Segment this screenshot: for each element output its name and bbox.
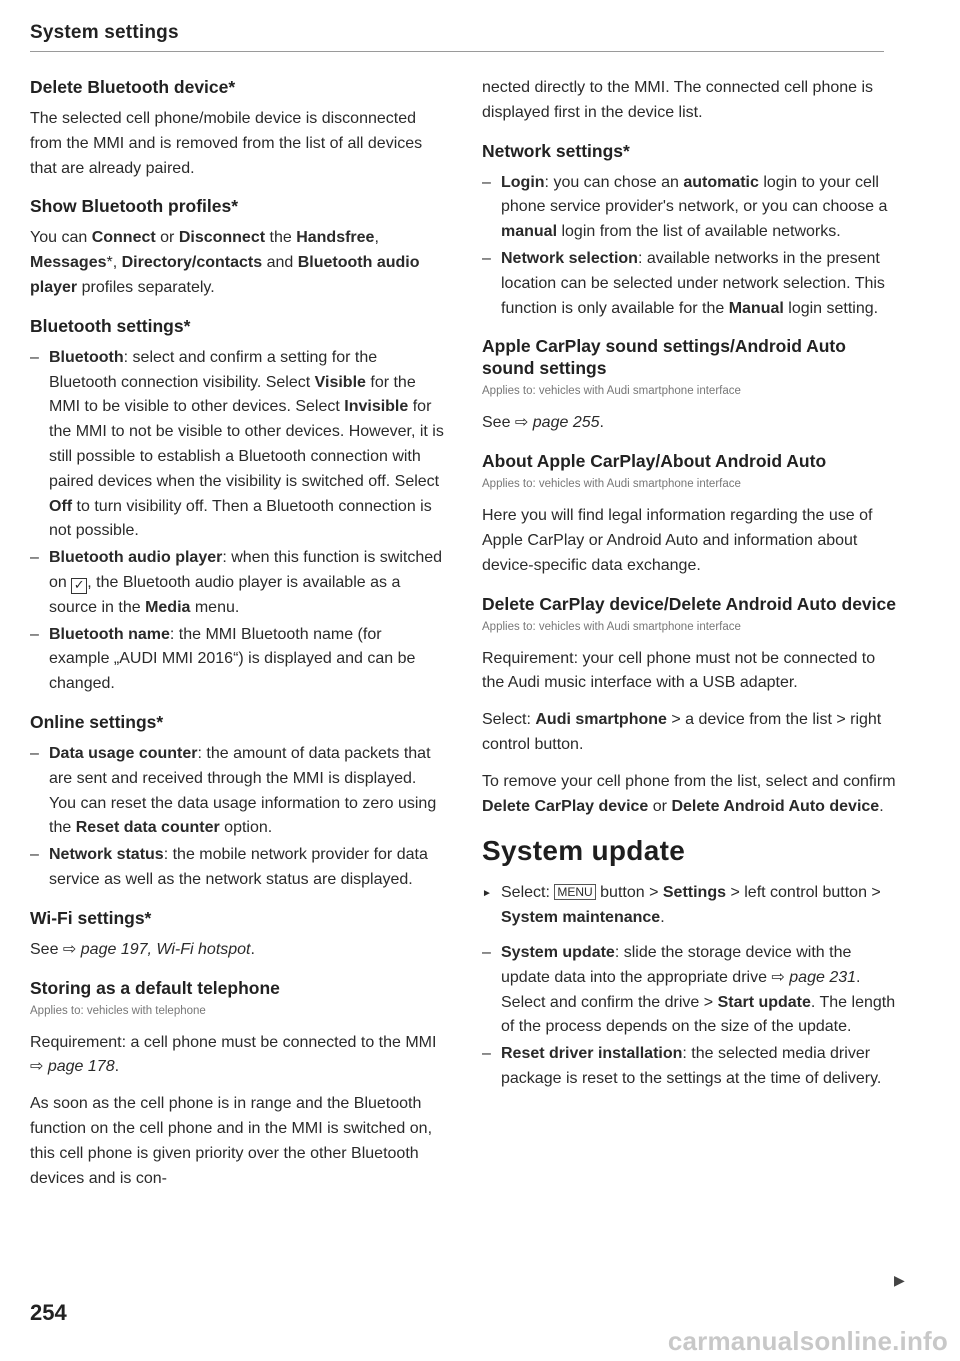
page-reference-link[interactable]: ⇨ page 178 <box>30 1058 115 1076</box>
list-item: – Network status: the mobile network provider for data service as well as the network status are displayed. <box>30 843 444 893</box>
instruction-step: ► Select: MENU button > Settings > left control button > System maintenance. <box>482 881 896 931</box>
system-update-list <box>482 941 896 1092</box>
paragraph: Select: Audi smartphone > a device from the list > right control button. <box>482 711 882 753</box>
section-heading: Show Bluetooth profiles* <box>30 196 239 217</box>
applies-note: Applies to: vehicles with telephone <box>30 1004 206 1017</box>
chapter-heading: System update <box>482 835 686 867</box>
checkbox-checked-icon: ✓ <box>71 578 87 594</box>
list-item: – Login: you can chose an automatic login to your cell phone service provider's network, or you can choose a manual login from the list of available networks. <box>482 171 896 245</box>
page-reference-link[interactable]: ⇨ page 231 <box>771 968 857 986</box>
list-item: – Bluetooth audio player: when this function is switched on ✓ , the Bluetooth audio player is available as a source in the Media menu. <box>30 546 444 620</box>
watermark: carmanualsonline.info <box>667 1326 948 1356</box>
section-heading: Delete Bluetooth device* <box>30 77 236 97</box>
paragraph: Requirement: a cell phone must be connected to the MMI ⇨ page 178. <box>30 1033 437 1076</box>
paragraph: nected directly to the MMI. The connected cell phone is displayed first in the device list. <box>482 79 874 121</box>
section-heading: Delete CarPlay device/Delete Android Auto device <box>482 593 896 614</box>
section-heading: Storing as a default telephone <box>30 977 280 998</box>
page-reference-link[interactable]: ⇨ page 255 <box>514 414 600 432</box>
menu-key-label: MENU <box>554 884 595 900</box>
section-heading: Online settings* <box>30 711 164 732</box>
applies-note: Applies to: vehicles with Audi smartphone interface <box>482 478 741 491</box>
paragraph: Requirement: your cell phone must not be connected to the Audi music interface with a USB adapter. <box>482 649 876 692</box>
list-item: – System update: slide the storage device with the update data into the appropriate drive ⇨ page 231. Select and confirm the drive > Start update. The length of the process depends on the size of the update. <box>482 941 896 1040</box>
section-heading: Apple CarPlay sound settings/Android Auto sound settings <box>482 336 846 379</box>
section-heading: About Apple CarPlay/About Android Auto <box>482 451 827 472</box>
page-reference-link[interactable]: ⇨ page 197, Wi-Fi hotspot <box>62 940 251 958</box>
paragraph: See ⇨ page 255. <box>482 414 604 432</box>
continue-arrow-icon: ▶ <box>894 1272 905 1288</box>
page-header: System settings <box>30 22 884 52</box>
right-column <box>482 76 896 1104</box>
paragraph: See ⇨ page 197, Wi-Fi hotspot. <box>30 940 255 958</box>
paragraph: Here you will find legal information regarding the use of Apple CarPlay or Android Auto and information about device-specific data exchange. <box>482 507 873 574</box>
list-item: – Data usage counter: the amount of data packets that are sent and received through the MMI is displayed. You can reset the data usage information to zero using the Reset data counter option. <box>30 742 444 841</box>
list-item: – Network selection: available networks in the present location can be selected under network selection. This function is only available for the Manual login setting. <box>482 247 896 321</box>
network-settings-list <box>482 171 896 322</box>
paragraph: As soon as the cell phone is in range and the Bluetooth function on the cell phone and in the MMI is switched on, this cell phone is given priority over the other Bluetooth devices and is con- <box>30 1095 433 1187</box>
list-item: – Bluetooth: select and confirm a setting for the Bluetooth connection visibility. Select Visible for the MMI to be visible to other devices. Select Invisible for the MMI to not be visible to other devices. However, it is still possible to establish a Bluetooth connection with paired devices when the visibility is switched off. Select Off to turn visibility off. Then a Bluetooth connection is not possible. <box>30 346 444 544</box>
applies-note: Applies to: vehicles with Audi smartphone interface <box>482 620 741 633</box>
paragraph: The selected cell phone/mobile device is disconnected from the MMI and is removed from the list of all devices that are already paired. <box>30 110 423 177</box>
section-heading: Wi-Fi settings* <box>30 907 152 928</box>
section-heading: Bluetooth settings* <box>30 315 191 336</box>
section-heading: Network settings* <box>482 140 630 161</box>
online-settings-list <box>30 742 444 893</box>
applies-note: Applies to: vehicles with Audi smartphone interface <box>482 385 741 398</box>
list-item: – Reset driver installation: the selected media driver package is reset to the settings at the time of delivery. <box>482 1042 896 1092</box>
paragraph: You can Connect or Disconnect the Handsfree, Messages*, Directory/contacts and Bluetooth audio player profiles separately. <box>30 229 420 296</box>
page-number: 254 <box>30 1300 67 1325</box>
left-column <box>30 70 444 1203</box>
list-item: – Bluetooth name: the MMI Bluetooth name (for example „AUDI MMI 2016“) is displayed and can be changed. <box>30 623 444 697</box>
paragraph: To remove your cell phone from the list, select and confirm Delete CarPlay device or Delete Android Auto device. <box>482 772 896 815</box>
bluetooth-settings-list <box>30 346 444 697</box>
